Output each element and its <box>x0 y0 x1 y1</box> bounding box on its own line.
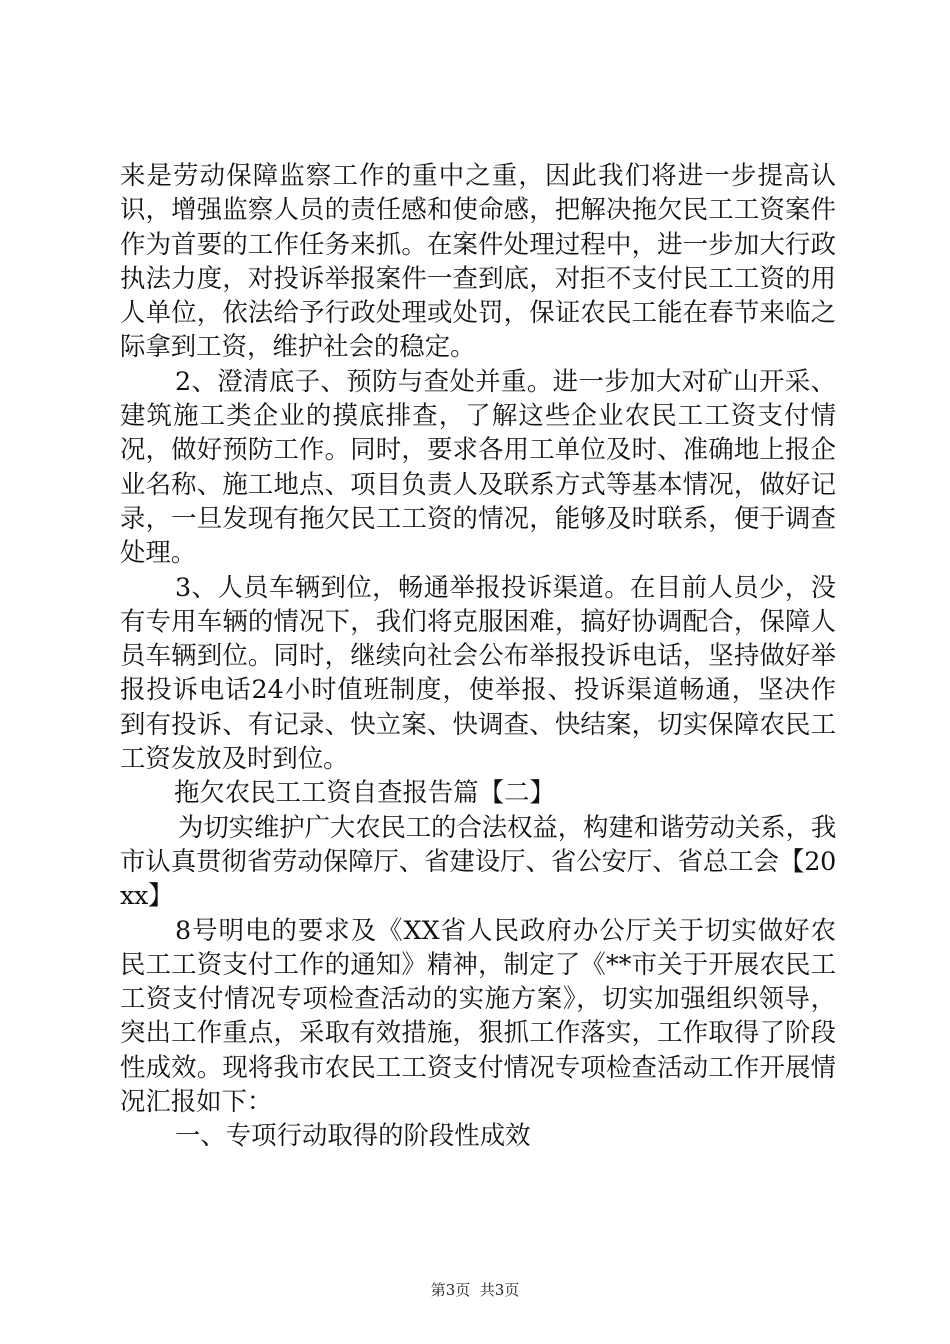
document-body <box>120 158 836 1153</box>
body-paragraph-intro: 为切实维护广大农民工的合法权益，构建和谐劳动关系，我市认真贯彻省劳动保障厅、省建设厅、省公安厅、省总工会【20xx】 <box>120 811 836 911</box>
body-paragraph-directive: 8号明电的要求及《XX省人民政府办公厅关于切实做好农民工工资支付工作的通知》精神，制定了《**市关于开展农民工工资支付情况专项检查活动的实施方案》，切实加强组织领导，突出工作重点，采取有效措施，狠抓工作落实，工作取得了阶段性成效。现将我市农民工工资支付情况专项检查活动工作开展情况汇报如下： <box>120 914 836 1117</box>
page-footer: 第3页 共3页 <box>430 1281 520 1299</box>
body-paragraph-item-2: 2、澄清底子、预防与查处并重。进一步加大对矿山开采、建筑施工类企业的摸底排查，了解这些企业农民工工资支付情况，做好预防工作。同时，要求各用工单位及时、准确地上报企业名称、施工地点、项目负责人及联系方式等基本情况，做好记录，一旦发现有拖欠民工工资的情况，能够及时联系，便于调查处理。 <box>120 365 836 568</box>
subheading-achievements: 一、专项行动取得的阶段性成效 <box>175 1120 531 1151</box>
body-paragraph-continuation: 来是劳动保障监察工作的重中之重，因此我们将进一步提高认识，增强监察人员的责任感和使命感，把解决拖欠民工工资案件作为首要的工作任务来抓。在案件处理过程中，进一步加大行政执法力度，对投诉举报案件一查到底，对拒不支付民工工资的用人单位，依法给予行政处理或处罚，保证农民工能在春节来临之际拿到工资，维护社会的稳定。 <box>120 160 836 362</box>
section-heading-part-2: 拖欠农民工工资自查报告篇【二】 <box>174 777 555 808</box>
body-paragraph-item-3: 3、人员车辆到位，畅通举报投诉渠道。在目前人员少，没有专用车辆的情况下，我们将克服困难，搞好协调配合，保障人员车辆到位。同时，继续向社会公布举报投诉电话，坚持做好举报投诉电话24小时值班制度，使举报、投诉渠道畅通，坚决作到有投诉、有记录、快立案、快调查、快结案，切实保障农民工工资发放及时到位。 <box>120 571 836 774</box>
